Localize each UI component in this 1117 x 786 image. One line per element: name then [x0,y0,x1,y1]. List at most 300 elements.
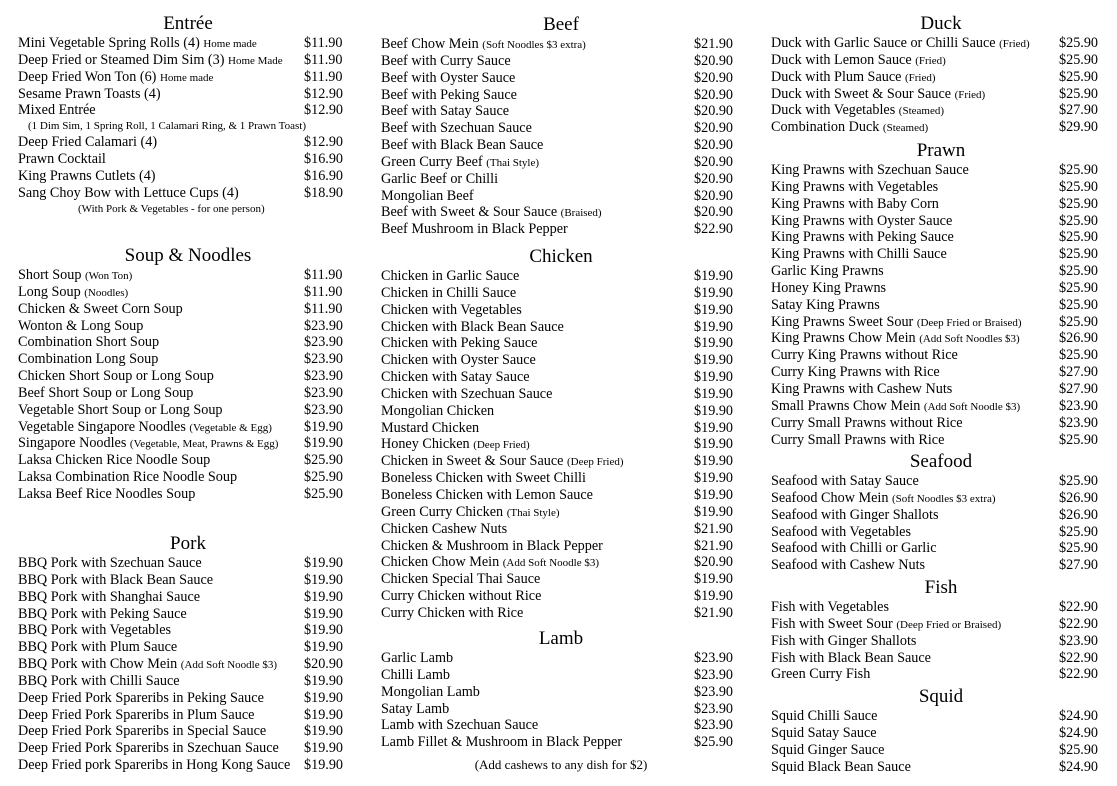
menu-item [18,267,358,284]
menu-item [771,179,1111,196]
section-pork [18,533,358,774]
menu-item [381,684,741,701]
menu-item-name: Chicken with Peking Sauce [381,335,538,352]
menu-item-price: $25.90 [1059,540,1099,557]
menu-item-name: Curry King Prawns with Rice [771,364,940,381]
menu-item-price: $25.90 [1059,229,1099,246]
menu-item-name: Lamb Fillet & Mushroom in Black Pepper [381,734,623,751]
menu-item-price: $19.90 [304,418,344,435]
menu-item [18,707,358,724]
menu-item [771,102,1111,119]
menu-item-name-wrap [771,666,870,683]
menu-item [771,314,1111,331]
menu-item [381,436,741,453]
menu-item-name-wrap [18,151,106,168]
menu-item-price: $23.90 [694,717,734,734]
menu-item-name-wrap [18,284,128,302]
menu-item-price: $20.90 [694,103,734,120]
menu-item [381,319,741,336]
menu-item-name: Sang Choy Bow with Lettuce Cups (4) [18,184,239,201]
menu-item-note: (Steamed) [882,122,929,135]
menu-item [381,335,741,352]
menu-item-price: $19.90 [694,301,734,318]
menu-item-name-wrap [381,319,564,336]
menu-item-name-wrap [18,69,213,87]
menu-item [771,381,1111,398]
menu-item-price: $19.90 [304,588,344,605]
menu-item-price: $22.90 [1059,649,1099,666]
menu-item-price: $12.90 [304,134,344,151]
menu-item-name-wrap [18,35,257,53]
menu-item-name-wrap [771,263,884,280]
menu-item [381,204,741,221]
menu-item-price: $22.90 [1059,615,1099,632]
menu-item [771,119,1111,136]
menu-item-name-wrap [381,420,479,437]
menu-item-name-wrap [381,487,593,504]
menu-item-price: $25.90 [304,469,344,486]
menu-item-name: Beef with Oyster Sauce [381,69,516,86]
menu-item-name: Duck with Lemon Sauce [771,51,912,68]
menu-item-price: $20.90 [304,656,344,673]
menu-item-price: $25.90 [1059,212,1099,229]
menu-item [18,555,358,572]
menu-item [771,725,1111,742]
menu-item [381,554,741,571]
menu-item-name: Small Prawns Chow Mein [771,397,921,414]
section-title-lamb: Lamb [538,628,584,649]
menu-item-name: Deep Fried Calamari (4) [18,134,158,151]
menu-item-name: Mini Vegetable Spring Rolls (4) [18,35,200,51]
menu-item-name: Lamb with Szechuan Sauce [381,717,539,734]
menu-item-name: Chicken & Sweet Corn Soup [18,300,183,317]
section-title-squid: Squid [918,686,964,707]
menu-item-price: $25.90 [694,734,734,751]
menu-item [381,538,741,555]
menu-item-name-wrap [18,622,171,639]
menu-item [18,69,358,86]
menu-item [381,470,741,487]
menu-item-name: BBQ Pork with Chow Mein [18,656,178,673]
menu-item-name: King Prawns Sweet Sour [771,313,914,330]
menu-item [18,639,358,656]
menu-item [381,650,741,667]
menu-item [18,35,358,52]
menu-item [381,487,741,504]
menu-item [381,403,741,420]
menu-item-price: $25.90 [1059,279,1099,296]
menu-item-name: Deep Fried pork Spareribs in Hong Kong Sauce [18,757,291,774]
menu-item-price: $19.90 [304,555,344,571]
menu-item-name-wrap [771,473,919,490]
menu-item-price: $20.90 [694,120,734,137]
section-squid [771,686,1111,775]
menu-item [771,246,1111,263]
menu-item [771,490,1111,507]
menu-item-name-wrap [381,605,523,622]
menu-item-price: $25.90 [1059,35,1099,51]
menu-item-price: $25.90 [1059,51,1099,68]
menu-item-price: $19.90 [694,268,734,284]
menu-item-name-wrap [381,302,522,319]
menu-item-price: $19.90 [694,318,734,335]
menu-item-name-wrap [381,717,538,734]
menu-item-name: King Prawns with Szechuan Sauce [771,162,969,178]
menu-item-price: $22.90 [694,221,734,238]
menu-item-name: Vegetable Short Soup or Long Soup [18,401,223,418]
section-title-beef: Beef [543,14,579,35]
menu-item-price: $23.90 [1059,414,1099,431]
menu-item-price: $19.90 [304,571,344,588]
menu-item-price: $19.90 [694,369,734,386]
menu-item-price: $19.90 [694,436,734,453]
menu-item [381,120,741,137]
menu-item-note: (Add Soft Noodle $3) [502,557,600,570]
section-title-seafood: Seafood [909,451,973,472]
menu-item-price: $19.90 [304,639,344,656]
menu-item-price: $23.90 [304,351,344,368]
menu-item-price: $19.90 [304,706,344,723]
menu-item-note: (Soft Noodles $3 extra) [891,492,996,505]
menu-item-name-wrap [771,314,1022,332]
menu-item [771,69,1111,86]
menu-item-name-wrap [381,538,603,555]
menu-item [18,419,358,436]
menu-item-name-wrap [381,436,530,454]
menu-item-price: $21.90 [694,520,734,537]
menu-item-name-wrap [771,229,954,246]
menu-item-note: (Vegetable, Meat, Prawns & Egg) [129,438,279,451]
menu-item-name: Chicken with Vegetables [381,301,522,318]
menu-item-name: Deep Fried Pork Spareribs in Peking Sauce [18,689,264,706]
menu-item-note: Home Made [228,54,283,67]
menu-item-note: (Add Soft Noodles $3) [919,333,1020,346]
menu-item-name: Boneless Chicken with Sweet Chilli [381,470,586,487]
menu-item-name-wrap [381,335,537,352]
menu-item [18,385,358,402]
menu-item [771,432,1111,449]
menu-item [381,36,741,53]
menu-item [771,52,1111,69]
menu-item-name: Chicken with Satay Sauce [381,369,530,386]
menu-item [381,369,741,386]
menu-item-name-wrap [381,571,540,588]
menu-item [771,263,1111,280]
menu-item-name: Chicken Chow Mein [381,554,500,571]
menu-item-price: $11.90 [304,283,343,300]
menu-item-price: $20.90 [694,69,734,86]
menu-item-name-wrap [771,297,880,314]
menu-item-name-wrap [18,351,158,368]
menu-item [771,666,1111,683]
menu-item [18,334,358,351]
menu-item [381,268,741,285]
menu-item-note: (Add Soft Noodle $3) [923,400,1021,413]
menu-item [381,154,741,171]
menu-item-name: Seafood with Vegetables [771,523,912,540]
menu-item-name: Chicken with Szechuan Sauce [381,385,553,402]
menu-item-note: (Noodles) [84,286,129,299]
menu-item-name: Duck with Vegetables [771,102,896,119]
menu-item-name-wrap [771,52,946,70]
menu-item-name: Vegetable Singapore Noodles [18,418,186,435]
menu-item-name-wrap [18,301,183,318]
menu-item-name-wrap [771,616,1001,634]
menu-item-name: Beef Short Soup or Long Soup [18,384,194,401]
menu-item-name: Combination Short Soup [18,334,160,351]
menu-item-name: Satay Lamb [381,700,450,717]
menu-item-price: $19.90 [304,723,344,740]
menu-item-price: $19.90 [694,352,734,369]
menu-item-name-wrap [771,69,936,87]
menu-item [18,469,358,486]
menu-item-name-wrap [18,419,272,437]
menu-item [18,168,358,185]
section-duck [771,13,1111,136]
menu-item-price: $19.90 [304,622,344,639]
menu-item-name: Short Soup [18,267,82,283]
menu-item-name: Beef with Sweet & Sour Sauce [381,204,558,221]
menu-item-price: $19.90 [694,335,734,352]
menu-item [381,103,741,120]
menu-item-price: $25.90 [1059,431,1099,448]
menu-item-name: BBQ Pork with Chilli Sauce [18,672,180,689]
menu-item-name-wrap [771,725,877,742]
menu-item-name-wrap [18,555,202,572]
menu-item-name: Combination Long Soup [18,351,159,368]
menu-item [381,453,741,470]
menu-item [771,330,1111,347]
menu-item-price: $25.90 [1059,296,1099,313]
menu-item [771,473,1111,490]
menu-item-price: $19.90 [304,740,344,757]
menu-item-price: $23.90 [304,317,344,334]
menu-item-name: Duck with Sweet & Sour Sauce [771,85,952,102]
menu-item-name: Mongolian Chicken [381,402,495,419]
menu-item-price: $19.90 [694,385,734,402]
menu-item-note: (Deep Fried) [566,456,624,469]
menu-item-name: King Prawns with Baby Corn [771,195,939,212]
menu-item-name-wrap [18,656,277,674]
menu-item-name: Garlic Beef or Chilli [381,170,499,187]
menu-item [18,301,358,318]
menu-item-name-wrap [381,87,517,104]
menu-item-name: Garlic King Prawns [771,263,884,280]
section-beef [381,14,741,238]
section-title-entr-e: Entrée [163,13,213,34]
menu-item-name: Deep Fried Won Ton (6) [18,68,157,85]
menu-item-price: $18.90 [304,184,344,201]
menu-item [381,302,741,319]
menu-item-name-wrap [771,540,937,557]
menu-item-name: Mongolian Lamb [381,683,480,700]
menu-item-price: $25.90 [304,485,344,502]
menu-item [381,701,741,718]
menu-item [771,759,1111,776]
menu-item [771,398,1111,415]
menu-item-description: (1 Dim Sim, 1 Spring Roll, 1 Calamari Ring, & 1 Prawn Toast) [28,120,306,133]
menu-item-name: Deep Fried or Steamed Dim Sim (3) [18,51,225,68]
menu-item [381,188,741,205]
menu-item [771,633,1111,650]
menu-item-name-wrap [18,572,213,589]
menu-item [381,87,741,104]
menu-item-name: Beef with Curry Sauce [381,52,511,69]
menu-item [381,521,741,538]
menu-item [18,740,358,757]
menu-item-price: $19.90 [304,757,344,774]
section-soup-and-noodles [18,245,358,503]
menu-item-price: $21.90 [694,36,734,52]
menu-item-name-wrap [381,221,568,238]
menu-item-name: Fish with Vegetables [771,599,889,615]
menu-item-price: $11.90 [304,35,343,51]
menu-item [771,162,1111,179]
menu-item-name: Satay King Prawns [771,296,880,313]
menu-item-price: $23.90 [694,683,734,700]
menu-item-price: $19.90 [304,689,344,706]
menu-item [18,151,358,168]
menu-item-price: $11.90 [304,300,343,317]
menu-item-name: Seafood with Ginger Shallots [771,506,939,523]
menu-item-name: Chilli Lamb [381,666,450,683]
section-title-duck: Duck [920,13,962,34]
menu-item-name-wrap [381,504,560,522]
menu-item-name: Curry Chicken without Rice [381,588,542,605]
menu-item-price: $19.90 [694,486,734,503]
menu-item [381,667,741,684]
menu-item-name-wrap [18,757,290,774]
menu-item-name-wrap [771,381,952,398]
menu-item-price: $23.90 [304,401,344,418]
menu-item-name: Squid Satay Sauce [771,724,877,741]
menu-item-name: Beef Chow Mein [381,36,479,52]
menu-item-name: Chicken in Garlic Sauce [381,268,520,284]
menu-item-price: $24.90 [1059,758,1099,775]
menu-item-list [771,599,1111,683]
menu-item [18,572,358,589]
menu-item-name-wrap [771,650,931,667]
menu-item-name: Deep Fried Pork Spareribs in Szechuan Sauce [18,740,279,757]
menu-item-name: Seafood with Satay Sauce [771,473,919,489]
menu-item-name-wrap [771,742,884,759]
menu-item-name-wrap [381,650,453,667]
menu-item-note: (Deep Fried) [473,439,530,452]
menu-item-price: $20.90 [694,187,734,204]
menu-item-price: $20.90 [694,52,734,69]
menu-item-name: King Prawns with Cashew Nuts [771,380,953,397]
menu-item-price: $22.90 [1059,666,1099,683]
menu-item-price: $19.90 [694,453,734,470]
menu-item-price: $26.90 [1059,489,1099,506]
menu-item-name-wrap [18,267,132,285]
menu-item-price: $23.90 [694,666,734,683]
menu-item [381,605,741,622]
section-title-soup-and-noodles: Soup & Noodles [124,245,252,266]
menu-item-price: $22.90 [1059,599,1099,615]
menu-item-list [771,162,1111,448]
menu-item [381,171,741,188]
menu-item-price: $20.90 [694,170,734,187]
menu-item-note: (Braised) [560,207,602,220]
menu-item-price: $25.90 [1059,246,1099,263]
menu-item-name-wrap [381,53,511,70]
section-fish [771,577,1111,683]
menu-item-note: (Thai Style) [506,506,560,519]
menu-item-price: $12.90 [304,102,344,119]
menu-item-name: Curry King Prawns without Rice [771,347,958,364]
menu-item-name-wrap [381,36,586,54]
menu-item-name-wrap [381,188,474,205]
menu-item-price: $19.90 [304,435,344,452]
menu-item-name-wrap [18,168,156,185]
menu-item [18,606,358,623]
section-entr-e [18,13,358,217]
menu-item [18,284,358,301]
menu-item-name: BBQ Pork with Black Bean Sauce [18,571,214,588]
menu-item [771,650,1111,667]
menu-item [771,364,1111,381]
menu-item-price: $21.90 [694,604,734,621]
menu-item [18,185,358,202]
menu-item-price: $23.90 [694,700,734,717]
menu-item-name-wrap [381,554,599,572]
menu-item-name: Seafood Chow Mein [771,489,889,506]
menu-item-name-wrap [18,52,283,70]
section-title-pork: Pork [170,533,206,554]
menu-item-price: $19.90 [694,571,734,588]
menu-item-name: Fish with Black Bean Sauce [771,649,931,666]
menu-item-name: Combination Duck [771,119,880,136]
menu-item [381,386,741,403]
menu-item-name: Chicken in Sweet & Sour Sauce [381,453,564,470]
section-prawn [771,140,1111,448]
menu-item [381,221,741,238]
menu-item [381,70,741,87]
menu-item-name: Beef with Black Bean Sauce [381,137,544,154]
menu-item-list [18,267,358,503]
menu-item-note: (Fried) [904,71,936,84]
section-title-prawn: Prawn [916,140,966,161]
menu-item-name-wrap [381,137,543,154]
menu-item-name-wrap [18,486,195,503]
menu-item-name-wrap [381,734,622,751]
menu-item-name: BBQ Pork with Szechuan Sauce [18,555,202,571]
menu-item [18,622,358,639]
menu-item-name: Chicken Cashew Nuts [381,520,508,537]
menu-item-name: Fish with Ginger Shallots [771,632,917,649]
menu-item-name-wrap [18,740,279,757]
menu-item-name: Deep Fried Pork Spareribs in Special Sauce [18,723,267,740]
menu-item-name-wrap [18,134,157,151]
menu-item [771,507,1111,524]
menu-item-name-wrap [771,102,944,120]
menu-item-name-wrap [381,369,530,386]
menu-item-price: $25.90 [1059,162,1099,178]
menu-item-name: BBQ Pork with Vegetables [18,622,172,639]
menu-item-name-wrap [381,204,602,222]
menu-item-list [381,650,741,751]
menu-item [771,280,1111,297]
menu-item-name-wrap [771,330,1020,348]
menu-item-name-wrap [381,352,536,369]
menu-item-name: Deep Fried Pork Spareribs in Plum Sauce [18,706,255,723]
menu-item-price: $25.90 [1059,195,1099,212]
menu-item-name: BBQ Pork with Peking Sauce [18,605,187,622]
menu-item [18,589,358,606]
menu-item-note: (Add Soft Noodle $3) [180,659,278,672]
menu-item [381,571,741,588]
